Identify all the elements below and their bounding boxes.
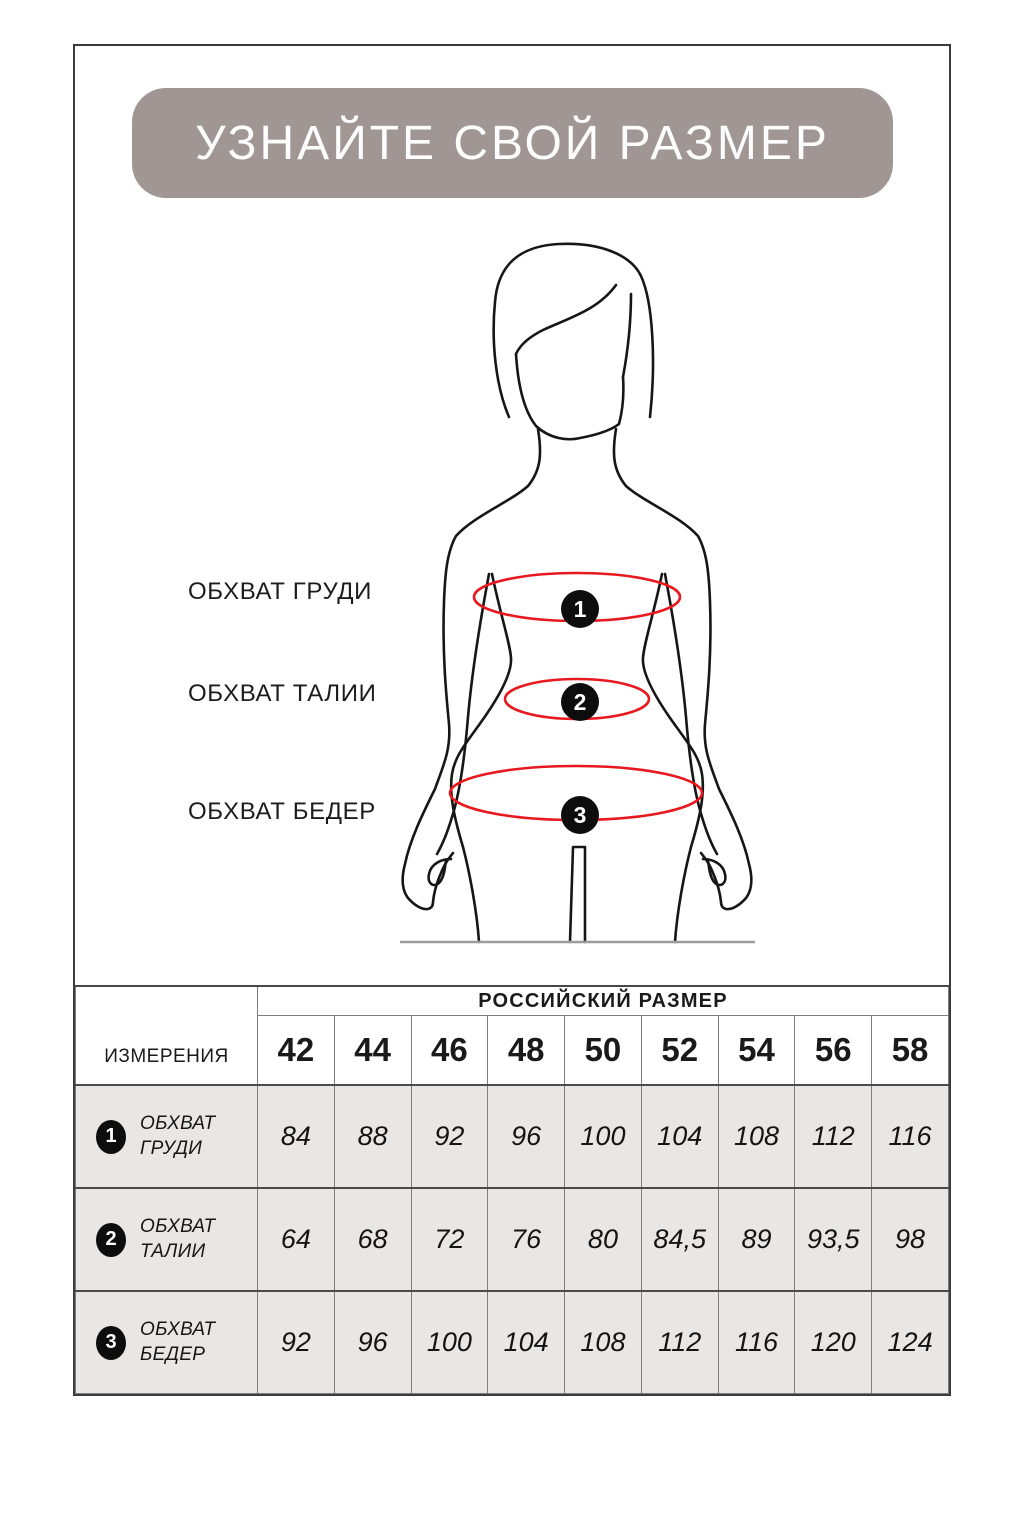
value-cell: 108 <box>565 1291 642 1394</box>
row-label: ОБХВАТ БЕДЕР <box>140 1318 216 1365</box>
chest-label: ОБХВАТ ГРУДИ <box>188 578 372 605</box>
size-cell: 58 <box>872 1016 949 1086</box>
body-figure-illustration <box>75 46 949 985</box>
value-cell: 92 <box>411 1085 488 1188</box>
value-cell: 76 <box>488 1188 565 1291</box>
value-cell: 116 <box>718 1291 795 1394</box>
row-number-badge: 1 <box>96 1120 126 1154</box>
size-cell: 42 <box>258 1016 335 1086</box>
size-cell: 44 <box>334 1016 411 1086</box>
value-cell: 98 <box>872 1188 949 1291</box>
value-cell: 93,5 <box>795 1188 872 1291</box>
value-cell: 84,5 <box>641 1188 718 1291</box>
page-title: УЗНАЙТЕ СВОЙ РАЗМЕР <box>195 116 830 170</box>
value-cell: 124 <box>872 1291 949 1394</box>
size-cell: 56 <box>795 1016 872 1086</box>
value-cell: 120 <box>795 1291 872 1394</box>
value-cell: 112 <box>795 1085 872 1188</box>
table-row-waist <box>76 1188 949 1291</box>
russian-size-header: РОССИЙСКИЙ РАЗМЕР <box>258 986 949 1016</box>
hips-number-badge: 3 <box>561 796 599 834</box>
value-cell: 89 <box>718 1188 795 1291</box>
row-label-cell <box>76 1085 258 1188</box>
value-cell: 92 <box>258 1291 335 1394</box>
size-cell: 52 <box>641 1016 718 1086</box>
hero-section <box>75 46 949 985</box>
value-cell: 100 <box>565 1085 642 1188</box>
waist-label: ОБХВАТ ТАЛИИ <box>188 680 377 707</box>
row-label-cell <box>76 1291 258 1394</box>
row-number-badge: 2 <box>96 1223 126 1257</box>
table-row-chest <box>76 1085 949 1188</box>
value-cell: 64 <box>258 1188 335 1291</box>
value-cell: 68 <box>334 1188 411 1291</box>
value-cell: 84 <box>258 1085 335 1188</box>
chest-number-badge: 1 <box>561 590 599 628</box>
row-label: ОБХВАТ ТАЛИИ <box>140 1215 216 1262</box>
size-table <box>75 985 949 1394</box>
value-cell: 72 <box>411 1188 488 1291</box>
measurements-header: ИЗМЕРЕНИЯ <box>76 986 258 1085</box>
row-label: ОБХВАТ ГРУДИ <box>140 1112 216 1159</box>
value-cell: 116 <box>872 1085 949 1188</box>
table-row-hips <box>76 1291 949 1394</box>
value-cell: 104 <box>488 1291 565 1394</box>
hips-label: ОБХВАТ БЕДЕР <box>188 798 376 825</box>
size-cell: 50 <box>565 1016 642 1086</box>
size-cell: 54 <box>718 1016 795 1086</box>
value-cell: 112 <box>641 1291 718 1394</box>
value-cell: 104 <box>641 1085 718 1188</box>
row-label-cell <box>76 1188 258 1291</box>
value-cell: 100 <box>411 1291 488 1394</box>
size-cell: 48 <box>488 1016 565 1086</box>
size-cell: 46 <box>411 1016 488 1086</box>
value-cell: 80 <box>565 1188 642 1291</box>
value-cell: 88 <box>334 1085 411 1188</box>
value-cell: 108 <box>718 1085 795 1188</box>
value-cell: 96 <box>334 1291 411 1394</box>
row-number-badge: 3 <box>96 1326 126 1360</box>
value-cell: 96 <box>488 1085 565 1188</box>
waist-number-badge: 2 <box>561 683 599 721</box>
size-guide-frame <box>73 44 951 1396</box>
